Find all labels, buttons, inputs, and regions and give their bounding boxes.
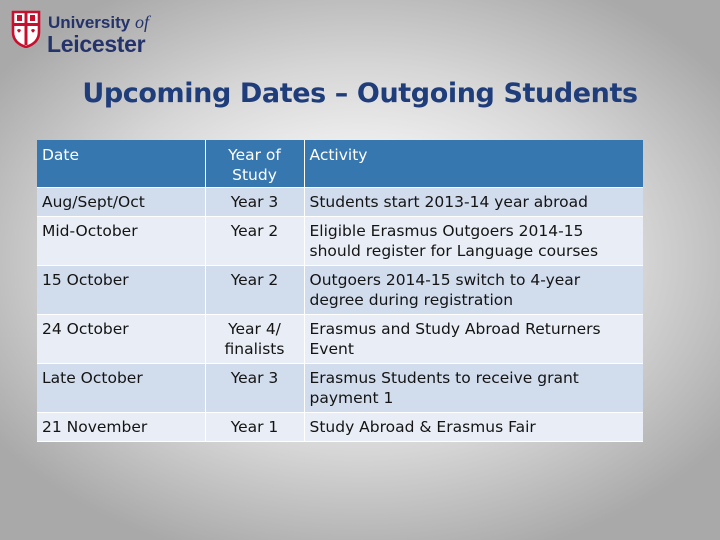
table-row	[37, 314, 643, 363]
table-row	[37, 265, 643, 314]
header-date: Date	[37, 140, 205, 187]
dates-table	[37, 140, 643, 442]
table-row	[37, 412, 643, 441]
year-cell: Year 2	[205, 216, 304, 265]
table-row	[37, 187, 643, 216]
year-cell: Year 3	[205, 363, 304, 412]
logo-wordmark-bottom: Leicester	[47, 31, 146, 57]
university-logo	[11, 10, 171, 57]
activity-cell: Erasmus and Study Abroad Returners Event	[304, 314, 643, 363]
year-cell: Year 4/ finalists	[205, 314, 304, 363]
year-cell: Year 3	[205, 187, 304, 216]
activity-cell: Outgoers 2014-15 switch to 4-year degree during registration	[304, 265, 643, 314]
year-cell: Year 2	[205, 265, 304, 314]
date-cell: Aug/Sept/Oct	[37, 187, 205, 216]
table-header-row	[37, 140, 643, 187]
slide-title: Upcoming Dates – Outgoing Students	[82, 78, 638, 109]
header-activity: Activity	[304, 140, 643, 187]
activity-cell: Erasmus Students to receive grant payment 1	[304, 363, 643, 412]
table-row	[37, 363, 643, 412]
table-row	[37, 216, 643, 265]
date-cell: 21 November	[37, 412, 205, 441]
activity-cell: Study Abroad & Erasmus Fair	[304, 412, 643, 441]
date-cell: 24 October	[37, 314, 205, 363]
date-cell: Mid-October	[37, 216, 205, 265]
activity-cell: Eligible Erasmus Outgoers 2014-15 should register for Language courses	[304, 216, 643, 265]
crest-icon	[11, 10, 41, 48]
year-cell: Year 1	[205, 412, 304, 441]
header-year-of-study: Year of Study	[205, 140, 304, 187]
date-cell: 15 October	[37, 265, 205, 314]
logo-wordmark-top: University of	[48, 12, 149, 32]
date-cell: Late October	[37, 363, 205, 412]
activity-cell: Students start 2013-14 year abroad	[304, 187, 643, 216]
